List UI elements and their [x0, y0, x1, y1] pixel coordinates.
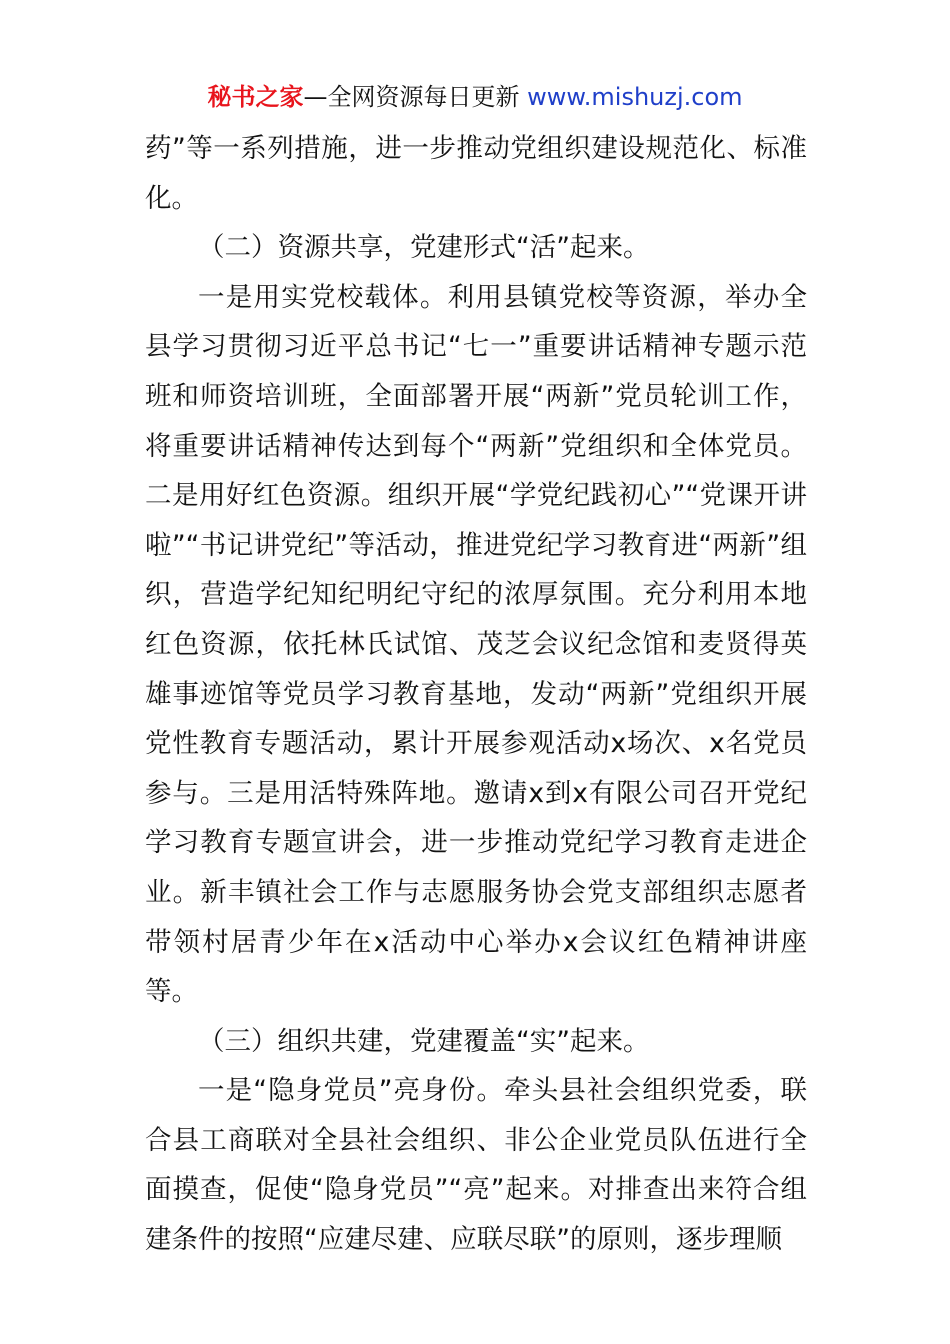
document-body: [145, 124, 807, 1265]
site-tagline: —全网资源每日更新: [303, 83, 528, 111]
paragraph-organization-co-building: 一是“隐身党员”亮身份。牵头县社会组织党委，联合县工商联对全县社会组织、非公企业党员队伍进行全面摸查，促使“隐身党员”“亮”起来。对排查出来符合组建条件的按照“应建尽建、应联尽联”的原则，逐步理顺: [145, 1075, 807, 1256]
site-brand: 秘书之家: [207, 83, 304, 111]
paragraph-resource-sharing: 一是用实党校载体。利用县镇党校等资源，举办全县学习贯彻习近平总书记“七一”重要讲话精神专题示范班和师资培训班，全面部署开展“两新”党员轮训工作，将重要讲话精神传达到每个“两新”党组织和全体党员。二是用好红色资源。组织开展“学党纪践初心”“党课开讲啦”“书记讲党纪”等活动，推进党纪学习教育进“两新”组织，营造学纪知纪明纪守纪的浓厚氛围。充分利用本地红色资源，依托林氏试馆、茂芝会议纪念馆和麦贤得英雄事迹馆等党员学习教育基地，发动“两新”党组织开展党性教育专题活动，累计开展参观活动x场次、x名党员参与。三是用活特殊阵地。邀请x到x有限公司召开党纪学习教育专题宣讲会，进一步推动党纪学习教育走进企业。新丰镇社会工作与志愿服务协会党支部组织志愿者带领村居青少年在x活动中心举办x会议红色精神讲座等。: [145, 281, 807, 1008]
site-header: [0, 80, 950, 114]
site-url[interactable]: www.mishuzj.com: [527, 83, 743, 111]
section-heading-3: （三）组织共建，党建覆盖“实”起来。: [198, 1025, 650, 1057]
section-heading-2: （二）资源共享，党建形式“活”起来。: [198, 232, 650, 264]
paragraph-continued: 药”等一系列措施，进一步推动党组织建设规范化、标准化。: [145, 133, 807, 214]
